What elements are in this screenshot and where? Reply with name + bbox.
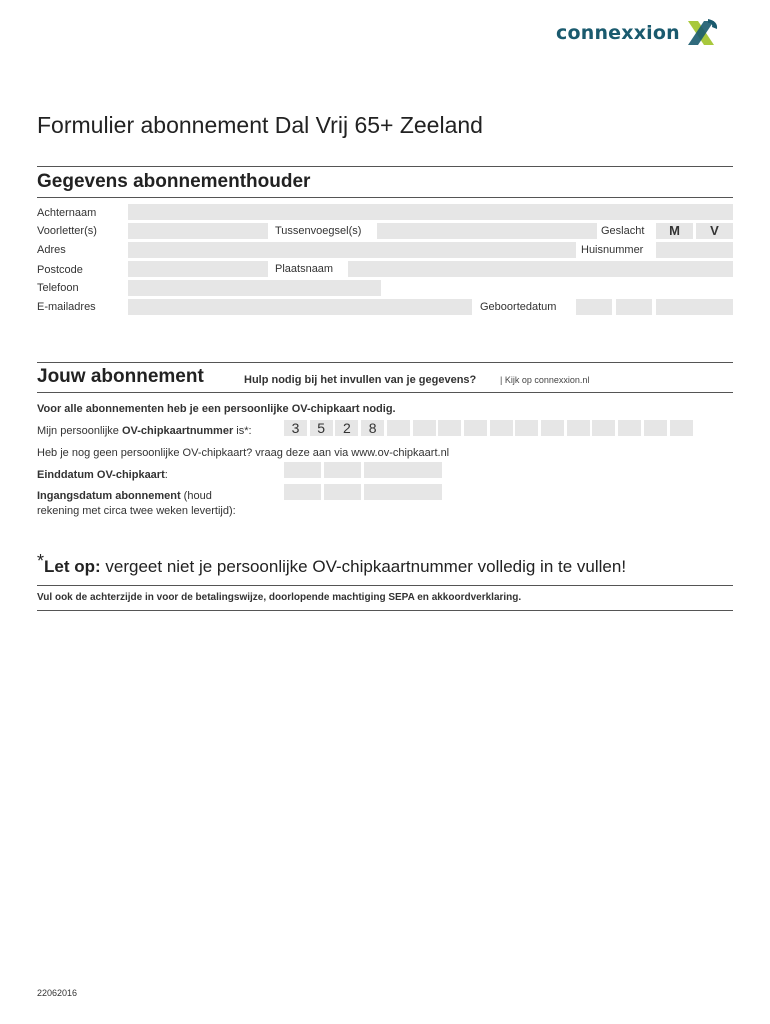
note-star: * <box>37 551 45 571</box>
ingang-bold: Ingangsdatum abonnement <box>37 490 181 502</box>
no-card-text: Heb je nog geen persoonlijke OV-chipkaart? vraag deze aan via www.ov-chipkaart.nl <box>37 447 450 459</box>
ingangsdatum-label-line2: rekening met circa twee weken levertijd): <box>37 505 236 517</box>
geboortedatum-month-field[interactable] <box>616 299 652 315</box>
connexxion-logo <box>556 14 720 52</box>
label-telefoon: Telefoon <box>37 282 79 294</box>
card-digit-box[interactable]: 8 <box>361 420 384 436</box>
telefoon-field[interactable] <box>128 280 381 296</box>
geboortedatum-day-field[interactable] <box>576 299 612 315</box>
einddatum-label-text: Einddatum OV-chipkaart <box>37 469 165 481</box>
page-title: Formulier abonnement Dal Vrij 65+ Zeeland <box>37 112 483 138</box>
einddatum-label <box>37 469 168 481</box>
section-heading-subscription: Jouw abonnement <box>37 366 204 387</box>
label-postcode: Postcode <box>37 264 83 276</box>
card-digit-box[interactable] <box>644 420 667 436</box>
card-digit-box[interactable] <box>464 420 487 436</box>
card-digit-box[interactable]: 2 <box>335 420 358 436</box>
tussenvoegsel-field[interactable] <box>377 223 597 239</box>
card-label-pre: Mijn persoonlijke <box>37 425 122 437</box>
divider-subscription <box>37 362 733 363</box>
adres-field[interactable] <box>128 242 576 258</box>
warning-note <box>37 551 627 577</box>
logo-text: connexxion <box>556 22 680 44</box>
note-bold: Let op: <box>44 557 101 576</box>
divider-top <box>37 166 733 167</box>
card-digit-box[interactable] <box>567 420 590 436</box>
email-field[interactable] <box>128 299 472 315</box>
card-digit-box[interactable]: 5 <box>310 420 333 436</box>
card-digit-box[interactable] <box>387 420 410 436</box>
geslacht-m-box[interactable]: M <box>656 223 693 239</box>
ingangsdatum-year-field[interactable] <box>364 484 442 500</box>
label-huisnummer: Huisnummer <box>581 244 644 256</box>
section-heading-holder: Gegevens abonnementhouder <box>37 171 311 192</box>
geboortedatum-year-field[interactable] <box>656 299 733 315</box>
card-digit-box[interactable] <box>541 420 564 436</box>
label-adres: Adres <box>37 244 66 256</box>
card-number-label <box>37 425 252 437</box>
voorletters-field[interactable] <box>128 223 268 239</box>
instruction-text: Vul ook de achterzijde in voor de betalingswijze, doorlopende machtiging SEPA en akkoordverklaring. <box>37 592 522 603</box>
ingangsdatum-day-field[interactable] <box>284 484 321 500</box>
divider-instruction-top <box>37 585 733 586</box>
divider-instruction-bottom <box>37 610 733 611</box>
label-tussenvoegsel: Tussenvoegsel(s) <box>275 225 362 237</box>
card-digit-box[interactable] <box>618 420 641 436</box>
einddatum-day-field[interactable] <box>284 462 321 478</box>
divider-subscription-bottom <box>37 392 733 393</box>
document-code: 22062016 <box>37 988 78 998</box>
geslacht-v-box[interactable]: V <box>696 223 733 239</box>
ingangsdatum-label <box>37 490 212 502</box>
card-label-bold: OV-chipkaartnummer <box>121 425 234 437</box>
einddatum-month-field[interactable] <box>324 462 361 478</box>
card-digit-box[interactable] <box>592 420 615 436</box>
card-digit-box[interactable] <box>438 420 461 436</box>
card-digit-box[interactable] <box>670 420 693 436</box>
card-digit-box[interactable] <box>515 420 538 436</box>
label-voorletters: Voorletter(s) <box>37 225 97 237</box>
achternaam-field[interactable] <box>128 204 733 220</box>
einddatum-colon: : <box>164 469 168 481</box>
help-text: Hulp nodig bij het invullen van je gegevens? <box>244 374 477 386</box>
divider-holder <box>37 197 733 198</box>
connexxion-x-icon <box>684 15 720 51</box>
postcode-field[interactable] <box>128 261 268 277</box>
card-label-post: is*: <box>233 425 252 437</box>
label-email: E-mailadres <box>37 301 96 313</box>
label-geboortedatum: Geboortedatum <box>480 301 557 313</box>
huisnummer-field[interactable] <box>656 242 733 258</box>
plaatsnaam-field[interactable] <box>348 261 733 277</box>
label-geslacht: Geslacht <box>601 225 645 237</box>
requirement-text: Voor alle abonnementen heb je een persoonlijke OV-chipkaart nodig. <box>37 403 396 415</box>
note-text: vergeet niet je persoonlijke OV-chipkaartnummer volledig in te vullen! <box>100 557 627 576</box>
help-link[interactable]: | Kijk op connexxion.nl <box>500 375 590 385</box>
ingang-rest: (houd <box>180 490 212 502</box>
label-achternaam: Achternaam <box>37 207 97 219</box>
ingangsdatum-month-field[interactable] <box>324 484 361 500</box>
label-plaatsnaam: Plaatsnaam <box>275 263 334 275</box>
einddatum-year-field[interactable] <box>364 462 442 478</box>
card-digit-box[interactable] <box>490 420 513 436</box>
card-digit-box[interactable] <box>413 420 436 436</box>
card-digit-box[interactable]: 3 <box>284 420 307 436</box>
